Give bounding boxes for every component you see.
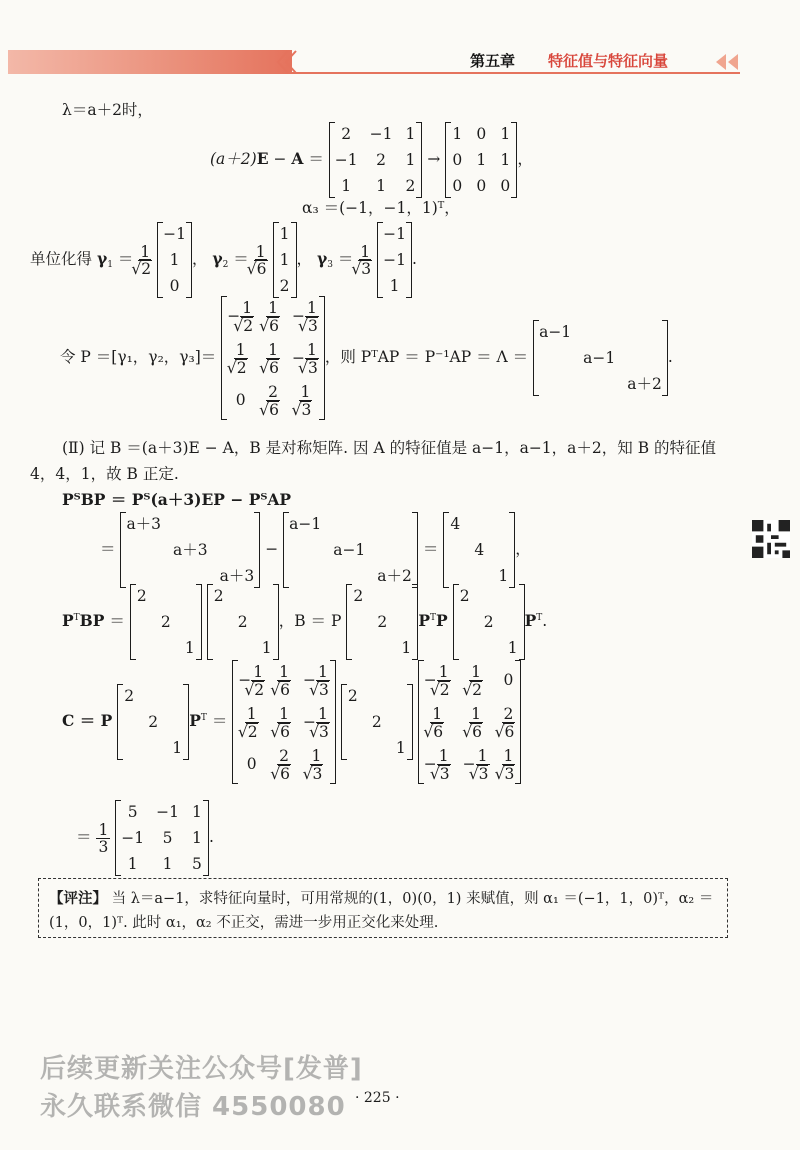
final-result: ＝ $\frac{1}{3}$ 5 −1 1 −1 5 1 1 1 5 . [76,800,214,876]
matrix-reduced: 1 0 1 0 1 1 0 0 0 [445,122,517,198]
diag-lambda: a−1 a−1 a＋2 [533,320,668,396]
qr-code-icon[interactable] [752,520,790,558]
case-line: λ＝a＋2时， [62,101,153,119]
normalize-line: 单位化得 $\gamma_1$ ＝ 1 √ 2 −1 1 0 ， $\gamma_2$ ＝ 1 √ 6 1 1 2 ， $\gamma_3$ ＝ 1 √ 3 −1 −1 1 . [30,222,417,298]
header-band [8,50,292,74]
page-number: · 225 · [355,1090,400,1106]
matrix-aE-A: 2 −1 1 −1 2 1 1 1 2 [329,122,423,198]
chapter-label: 第五章 [470,52,516,70]
part2-line1: (Ⅱ) 记 B ＝(a＋3)E − A，B 是对称矩阵. 因 A 的特征值是 a−1，a−1，a＋2，知 B 的特征值 [62,439,717,457]
ptbp-line: PᵀBP ＝ Pᵀ(a＋3)EP − PᵀAP [62,490,292,509]
chapter-title: 特征值与特征向量 [548,52,669,70]
arrow-icon [712,54,740,70]
reduction-eq: (a＋2)E − A ＝ 2 −1 1 −1 2 1 1 1 2 → 1 0 1 0 1 1 0 0 0 ， [210,122,533,198]
watermark-line2: 永久联系微信 4550080 [40,1092,346,1122]
part2-line2: 4，4，1，故 B 正定. [30,465,179,483]
chevron-icon [284,50,298,74]
watermark-line1: 后续更新关注公众号[发普] [40,1054,363,1084]
note-label: 【评注】 [49,890,107,907]
ptbp-sqrt: $P^TBP$ ＝ 2 2 1 2 2 1 ，B ＝ P 2 2 1 $P^TP$ 2 2 1 $P^T$. [62,584,547,660]
p-definition: 令 P ＝[γ₁，γ₂，γ₃]＝ − 1 √ 2 1 √ 6 − 1 √ 3 1 √ 2 1 √ 6 − 1 √ 3 0 2 √ 6 1 √ 3 ，则 PᵀAP ＝ P⁻¹AP ＝ Λ ＝ a−1 a−1 a＋2 . [60,296,673,420]
header-rule [292,72,740,74]
c-definition: C ＝ P 2 2 1 $P^T$ ＝ − 1 √ 2 1 √ 6 − 1 √ 3 1 √ 2 1 √ 6 − 1 √ 3 0 2 √ 6 1 √ 3 2 2 1 − 1 √ 2 1 √ 2 0 1 √ 6 1 √ 6 2 √ 6 − 1 √ 3 − 1 √ 3 1 √ 3 [62,660,521,784]
note-text: 当 λ＝a−1，求特征向量时，可用常规的(1，0)(0，1) 来赋值，则 α₁ ＝(−1，1，0)ᵀ，α₂ ＝(1，0，1)ᵀ. 此时 α₁，α₂ 不正交，需进一步用正交化来处理. [49,891,714,931]
alpha3-line: α₃ ＝(−1，−1，1)ᵀ， [302,199,460,217]
commentary-box [38,878,728,938]
ptbp-expansion: ＝ a＋3 a＋3 a＋3 − a−1 a−1 a＋2 ＝ 4 4 1 ， [100,512,531,588]
